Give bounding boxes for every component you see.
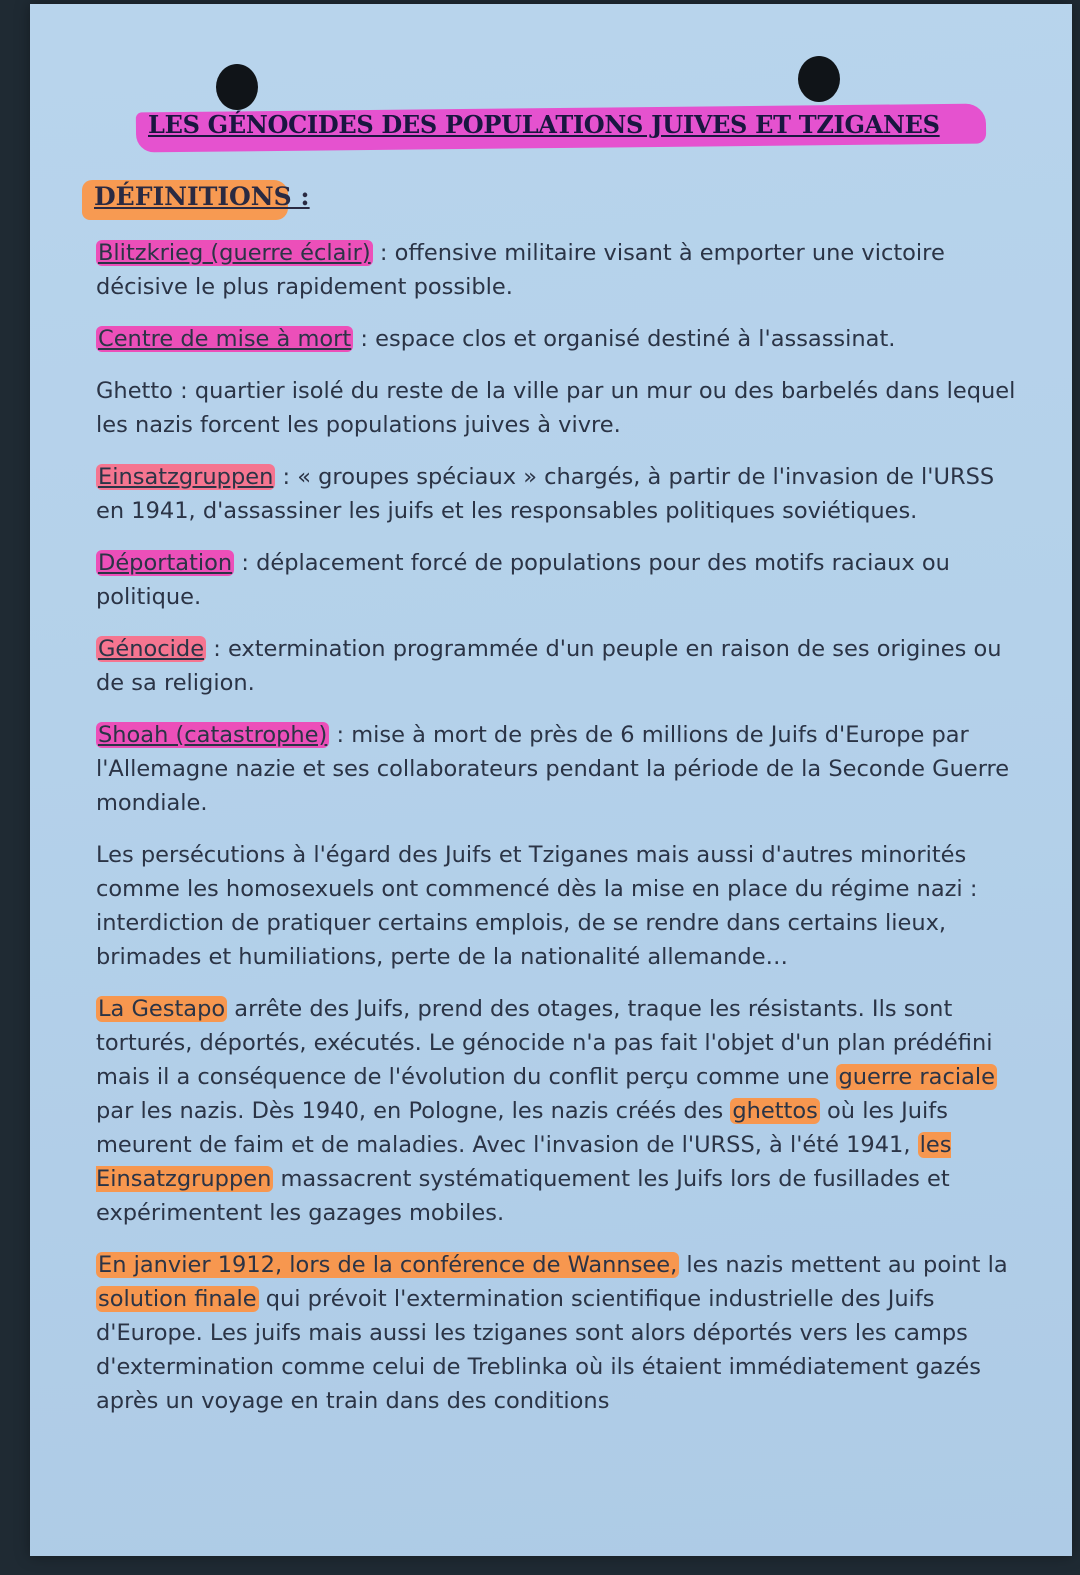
definition-deportation — [96, 546, 1026, 614]
definition-term: Blitzkrieg (guerre éclair) — [98, 240, 371, 266]
definition-ghetto — [96, 374, 1026, 442]
binder-hole-right — [798, 56, 840, 102]
definition-genocide — [96, 632, 1026, 700]
paragraph-gestapo — [96, 992, 1026, 1230]
highlight-gestapo: La Gestapo — [98, 996, 226, 1022]
definition-text: déplacement forcé de populations pour des motifs raciaux ou politique. — [96, 550, 950, 610]
definition-term: Centre de mise à mort — [98, 326, 352, 352]
notes-content — [96, 236, 1026, 1436]
definition-text: « groupes spéciaux » chargés, à partir de l'invasion de l'URSS en 1941, d'assassiner les juifs et les responsables politiques soviétiques. — [96, 464, 995, 524]
definition-separator: : — [329, 722, 352, 748]
binder-hole-left — [216, 64, 258, 110]
definition-term: Ghetto — [96, 378, 173, 404]
text-segment: massacrent systématiquement les Juifs lors de fusillades et expérimentent les gazages mobiles. — [96, 1166, 950, 1226]
text-segment: arrête des Juifs, prend des otages, traque les résistants. Ils sont torturés, déportés, exécutés. Le génocide n'a pas fait l'objet d'un plan prédéfini mais il a conséquence de l'évolution du conflit perçu comme une — [96, 996, 993, 1090]
definitions-heading: DÉFINITIONS : — [94, 182, 310, 211]
definition-separator: : — [172, 378, 195, 404]
highlight-solution-finale: solution finale — [98, 1286, 257, 1312]
page-title: LES GÉNOCIDES DES POPULATIONS JUIVES ET TZIGANES — [148, 110, 940, 139]
highlight-einsatzgruppen: les Einsatzgruppen — [96, 1132, 952, 1192]
text-segment: où les Juifs meurent de faim et de maladies. Avec l'invasion de l'URSS, à l'été 1941, — [96, 1098, 948, 1158]
text-segment: par les nazis. Dès 1940, en Pologne, les nazis créés des — [96, 1098, 731, 1124]
definition-term: Einsatzgruppen — [98, 464, 274, 490]
definition-separator: : — [275, 464, 298, 490]
definition-centre-mise-a-mort — [96, 322, 1026, 356]
definition-text: extermination programmée d'un peuple en raison de ses origines ou de sa religion. — [96, 636, 1002, 696]
definition-separator: : — [353, 326, 376, 352]
definition-text: espace clos et organisé destiné à l'assassinat. — [375, 326, 896, 352]
paragraph-persecutions: Les persécutions à l'égard des Juifs et Tziganes mais aussi d'autres minorités comme les homosexuels ont commencé dès la mise en place du régime nazi : interdiction de pratiquer certains emplois, de se rendre dans certains lieux, brimades et humiliations, perte de la nationalité allemande… — [96, 842, 978, 970]
text-segment: qui prévoit l'extermination scientifique industrielle des Juifs d'Europe. Les juifs mais aussi les tziganes sont alors déportés vers les camps d'extermination comme celui de Treblinka où ils étaient immédiatement gazés après un voyage en train dans des conditions — [96, 1286, 981, 1414]
definition-term: Génocide — [98, 636, 205, 662]
definition-term: Shoah (catastrophe) — [98, 722, 328, 748]
definition-text: offensive militaire visant à emporter une victoire décisive le plus rapidement possible. — [96, 240, 945, 300]
definition-text: mise à mort de près de 6 millions de Juifs d'Europe par l'Allemagne nazie et ses collaborateurs pendant la période de la Seconde Guerre mondiale. — [96, 722, 1010, 816]
text-segment: les nazis mettent au point la — [679, 1252, 1008, 1278]
definition-einsatzgruppen — [96, 460, 1026, 528]
definition-separator: : — [234, 550, 257, 576]
highlight-ghettos: ghettos — [732, 1098, 818, 1124]
definition-blitzkrieg — [96, 236, 1026, 304]
definition-shoah — [96, 718, 1026, 820]
definition-term: Déportation — [98, 550, 233, 576]
highlight-guerre-raciale: guerre raciale — [838, 1064, 995, 1090]
definition-separator: : — [372, 240, 395, 266]
highlight-wannsee: En janvier 1912, lors de la conférence de Wannsee, — [98, 1252, 678, 1278]
definition-separator: : — [206, 636, 228, 662]
paragraph-wannsee — [96, 1248, 1026, 1418]
definition-text: quartier isolé du reste de la ville par un mur ou des barbelés dans lequel les nazis forcent les populations juives à vivre. — [96, 378, 1016, 438]
